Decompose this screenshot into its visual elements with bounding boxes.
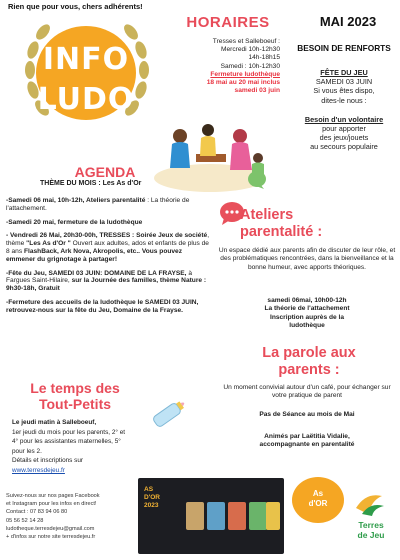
tout-petits-intro: Le jeudi matin à Salleboeuf,	[12, 419, 97, 426]
parole-animator: Animés par Laëtitia Vidalie,	[264, 433, 350, 440]
footer-line: et Instagram pour les infos en direct!	[6, 501, 97, 508]
tout-petits-title-line1: Le temps des	[30, 380, 120, 396]
terresdejeu-link[interactable]: www.terresdejeu.fr	[12, 466, 65, 474]
as-dor-logo-year: 2023	[144, 502, 159, 509]
ateliers-date-block	[218, 297, 396, 331]
parole-title-line1: La parole aux	[262, 345, 356, 361]
footer-website: + d'infos sur notre site terresdejeu.fr	[6, 534, 96, 541]
agenda-item-text-2: Ouvert aux adultes, ados et enfants de plus de 8 ans	[6, 240, 209, 255]
agenda-theme: THÈME DU MOIS : Les As d'Or	[40, 180, 142, 187]
agenda-item-games: FlashBack, Ark Nova, Akropolis, etc.. Vous pouvez emmener du grignotage à partager!	[6, 247, 183, 263]
ateliers-theme: La théorie de l'attachement	[264, 305, 350, 313]
fete-line: Si vous êtes dispo,	[313, 86, 375, 96]
footer-contact-phone: Contact : 07 83 94 06 80	[6, 509, 68, 516]
agenda-item	[6, 232, 212, 263]
speech-bubble-icon	[246, 170, 268, 190]
ateliers-inscription: Inscription auprès de la	[269, 313, 344, 321]
as-dor-badge-line1: As	[312, 489, 324, 498]
horaires-line: Tresses et Salleboeuf :	[212, 38, 280, 45]
ateliers-title-line2: parentalité :	[240, 223, 323, 240]
terres-de-jeu-line2: de Jeu	[357, 530, 385, 540]
agenda-item	[6, 219, 212, 227]
tout-petits-details: Détails et inscriptions sur	[12, 457, 84, 465]
agenda-item-text: , thème	[6, 232, 210, 248]
game-box-tile	[186, 502, 204, 530]
ateliers-description: Un espace dédié aux parents afin de discuter de leur rôle, et des problématiques rencontrées, dans la bienveillance et la bonne humeur, avec apports théoriques.	[218, 247, 396, 271]
tout-petits-line: 1er jeudi du mois pour les parents, 2° et	[12, 428, 126, 436]
agenda-item-theme: "Les As d'Or "	[26, 240, 71, 248]
as-dor-logo-line1: AS	[144, 486, 154, 493]
renforts-title: BESOIN DE RENFORTS	[297, 43, 391, 53]
game-box-tile	[266, 502, 280, 530]
terres-de-jeu-logo-icon	[352, 488, 388, 518]
agenda-list	[6, 197, 212, 321]
game-box-tile	[207, 502, 225, 530]
tout-petits-block	[12, 418, 172, 476]
fete-title: FÊTE DU JEU	[320, 68, 368, 77]
terres-de-jeu-line1: Terres	[358, 520, 384, 530]
fermeture-dates: 18 mai au 20 mai inclus	[206, 79, 280, 87]
ateliers-inscription-2: ludothèque	[289, 322, 325, 330]
badge-title-line2: LUDO	[37, 82, 135, 117]
fete-line: SAMEDI 03 JUIN	[315, 77, 373, 87]
tagline: Rien que pour vous, chers adhérents!	[8, 2, 143, 11]
tout-petits-line: 4° pour les assistantes maternelles, 5°	[12, 438, 121, 446]
as-dor-badge-text	[292, 489, 344, 509]
tout-petits-title-line2: Tout-Petits	[38, 396, 112, 412]
footer-line: Suivez-nous sur nos pages Facebook	[6, 493, 100, 499]
game-box-tile	[228, 502, 246, 530]
agenda-item-bold: -Fermeture des accueils de la ludothèque le SAMEDI 03 JUIN, retrouvez-nous sur la fête du Jeu, Domaine de la Frayse.	[6, 298, 199, 314]
parole-animator-role: accompagnante en parentalité	[259, 441, 355, 449]
horaires-line: Samedi : 10h-12h30	[220, 62, 280, 70]
agenda-item-bold: - Vendredi 26 Mai, 20h30-00h, TRESSES : Soirée Jeux de société	[6, 232, 208, 240]
month-title: MAI 2023	[319, 14, 377, 29]
parole-title-line2: parents :	[278, 361, 340, 378]
as-dor-logo-line2: D'OR	[144, 494, 160, 501]
agenda-item	[6, 299, 212, 315]
horaires-line: Mercredi 10h-12h30	[220, 46, 280, 54]
agenda-item	[6, 197, 212, 213]
ateliers-title-line1: Ateliers	[240, 207, 294, 223]
renforts-block	[290, 68, 398, 152]
agenda-item-bold: -Fête du Jeu, SAMEDI 03 JUIN: DOMAINE DE LA FRAYSE,	[6, 269, 187, 277]
game-box-tile	[249, 502, 267, 530]
as-dor-logo	[144, 486, 182, 510]
agenda-item-text: : La théorie de l'attachement.	[6, 197, 190, 212]
agenda-item-bold: -Samedi 06 mai, 10h-12h, Ateliers parentalité	[6, 197, 146, 204]
agenda-item-bold: -Samedi 20 mai, fermeture de la ludothèque	[6, 218, 143, 226]
benevole-line: au secours populaire	[310, 142, 378, 152]
fermeture-title: Fermeture ludothèque	[210, 70, 280, 78]
as-dor-badge-line2: d'OR	[308, 499, 328, 508]
horaires-block	[172, 38, 280, 95]
fermeture-date-2: samedi 03 juin	[234, 87, 280, 95]
parole-description: Un moment convivial autour d'un café, pour échanger sur votre pratique de parent	[223, 384, 391, 400]
footer-contact-phone-2: 05 56 52 14 28	[6, 517, 44, 524]
terres-de-jeu-logo-text	[343, 520, 399, 540]
ateliers-title	[240, 207, 380, 240]
footer-contact	[6, 492, 136, 541]
parole-seance: Pas de Séance au mois de Mai	[259, 411, 355, 418]
parole-animation	[218, 433, 396, 450]
agenda-title: AGENDA	[74, 164, 136, 180]
info-ludo-badge	[22, 12, 152, 132]
tout-petits-title	[10, 380, 140, 412]
benevole-line: pour apporter	[322, 124, 366, 134]
footer-contact-email: ludotheque.terresdejeu@gmail.com	[6, 525, 95, 532]
benevole-line: des jeux/jouets	[319, 133, 369, 143]
ateliers-date: samedi 06mai, 10h00-12h	[267, 297, 347, 304]
tout-petits-line: pour les 2.	[12, 447, 42, 455]
fete-line: dites-le nous :	[321, 95, 367, 105]
agenda-item-details: sur la Journée des familles, thème Nature : 9h30-18h, Gratuit	[6, 277, 207, 293]
horaires-line: 14h-18h15	[248, 54, 280, 62]
parole-title	[220, 345, 398, 378]
badge-title-line1: INFO	[42, 42, 130, 77]
horaires-title: HORAIRES	[186, 14, 270, 31]
benevole-title: Besoin d'un volontaire	[304, 114, 384, 124]
agenda-item-text: à Fargues Saint-Hilaire,	[6, 269, 192, 285]
agenda-item	[6, 270, 212, 293]
